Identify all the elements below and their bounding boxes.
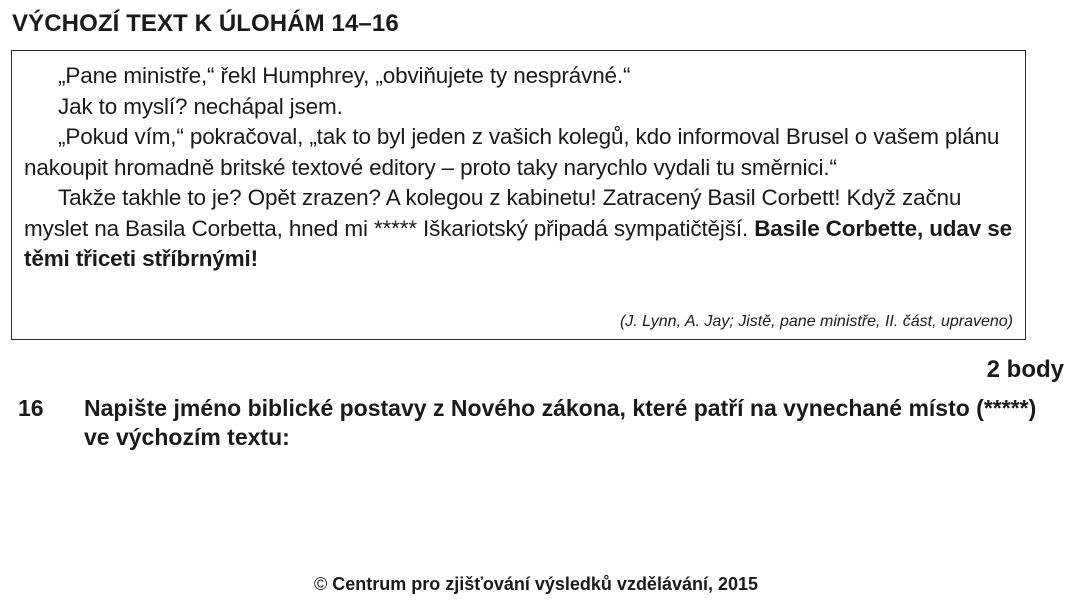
citation: (J. Lynn, A. Jay; Jistě, pane ministře, II. část, upraveno) bbox=[619, 313, 1013, 330]
footer bbox=[0, 574, 1072, 595]
paragraph-3: „Pokud vím,“ pokračoval, „tak to byl jeden z vašich kolegů, kdo informoval Brusel o vašem plánu nakoupit hromadně britské textové editory – proto taky narychlo vydali tu směrnici.“ bbox=[24, 124, 1000, 180]
paragraph-1: „Pane ministře,“ řekl Humphrey, „obviňujete ty nesprávné.“ bbox=[58, 63, 631, 88]
paragraph-2: Jak to myslí? nechápal jsem. bbox=[58, 93, 343, 119]
footer-text: Centrum pro zjišťování výsledků vzdělávání, 2015 bbox=[332, 574, 759, 594]
bold-sentence: Basile Corbette, udav se těmi třiceti stříbrnými! bbox=[24, 215, 1012, 271]
source-text bbox=[24, 61, 1015, 275]
section-heading: VÝCHOZÍ TEXT K ÚLOHÁM 14–16 bbox=[12, 10, 399, 37]
copyright-symbol: © bbox=[313, 574, 328, 594]
task-question: Napište jméno biblické postavy z Nového zákona, které patří na vynechané místo (*****) ve výchozím textu: bbox=[84, 395, 1037, 450]
source-text-box bbox=[11, 50, 1026, 340]
task-16 bbox=[18, 394, 1058, 452]
paragraph-4 bbox=[24, 183, 1015, 275]
points-label: 2 body bbox=[986, 356, 1064, 383]
paragraph-4-text: Takže takhle to je? Opět zrazen? A kolegou z kabinetu! Zatracený Basil Corbett! Když začnu myslet na Basila Corbetta, hned mi ***** Iškariotský připadá sympatičtější. bbox=[24, 185, 962, 241]
task-number: 16 bbox=[18, 395, 44, 421]
